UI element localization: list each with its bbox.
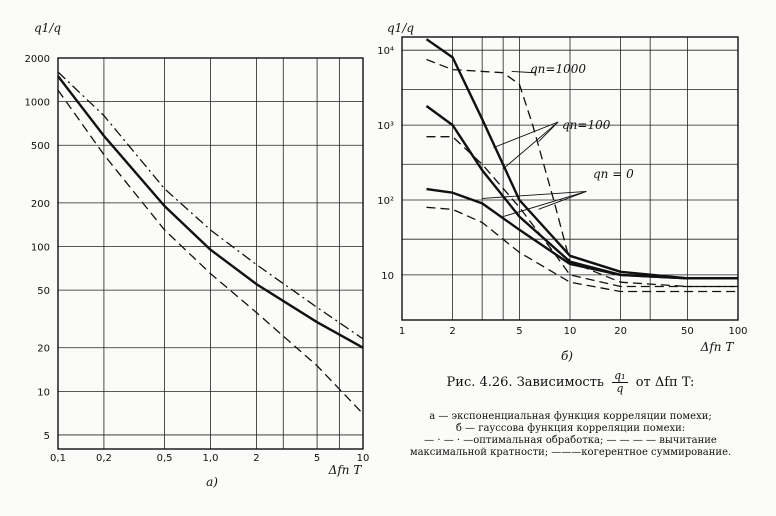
x-tick-label: 0,5 [156,453,173,464]
y-tick-label: 10 [381,270,394,282]
x-tick-label: 1 [398,326,406,337]
chart-panel-b [377,21,747,363]
x-tick-label: 10 [563,326,577,337]
x-tick-label: 5 [313,453,321,464]
y-tick-label: 5 [43,430,50,442]
y-tick-label: 50 [37,286,50,298]
y-tick-label: 10⁴ [377,46,394,58]
caption-line-d: максимальной кратности; ———когерентное суммирование. [409,447,732,458]
caption-title [378,370,763,395]
x-tick-label: 2 [449,326,456,337]
panel-label: а) [206,475,218,489]
x-tick-label: 0,1 [50,453,66,464]
x-tick-label: 1,0 [202,453,219,464]
caption-title-suffix: от Δfп T: [635,375,695,390]
curve-annotation: qп=100 [562,118,611,132]
caption-fraction-denominator: q [616,382,624,395]
caption-title-prefix: Рис. 4.26. Зависимость [446,375,604,390]
chart-panel-a [25,21,370,489]
curve-annotation: qп = 0 [593,167,634,181]
annotation-leader-line [503,191,586,216]
figure-caption [378,370,763,459]
series-line-dashed [427,60,739,287]
y-tick-label: 1000 [24,97,50,109]
annotation-leader-line [503,122,558,169]
y-axis-label: q1/q [34,21,62,35]
x-tick-label: 5 [516,326,523,337]
panel-label: б) [560,349,574,363]
x-tick-label: 0,2 [95,453,112,464]
x-tick-label: 2 [253,453,260,464]
y-tick-label: 10² [377,195,394,207]
x-axis-label: Δfп T [328,463,362,477]
x-axis-label: Δfп T [700,340,734,354]
x-tick-label: 10 [356,453,370,464]
caption-fraction-numerator: q₁ [614,369,626,382]
y-tick-label: 10 [37,387,50,399]
y-axis-label: q1/q [387,21,415,35]
x-tick-label: 100 [728,326,748,337]
x-tick-label: 20 [614,326,627,337]
caption-line-c: — · — · —оптимальная обработка; — — — — вычитание [424,435,717,446]
y-tick-label: 500 [30,141,50,153]
y-tick-label: 2000 [24,54,50,65]
y-tick-label: 10³ [377,121,394,133]
caption-line-b: б — гауссова функция корреляции помехи: [455,423,686,434]
caption-line-a: а — экспоненциальная функция корреляции помехи; [429,411,712,422]
x-tick-label: 50 [681,326,694,337]
y-tick-label: 20 [37,343,50,355]
caption-fraction [612,370,627,395]
curve-annotation: qп=1000 [530,62,587,76]
y-tick-label: 100 [30,242,50,254]
y-tick-label: 200 [30,198,50,210]
